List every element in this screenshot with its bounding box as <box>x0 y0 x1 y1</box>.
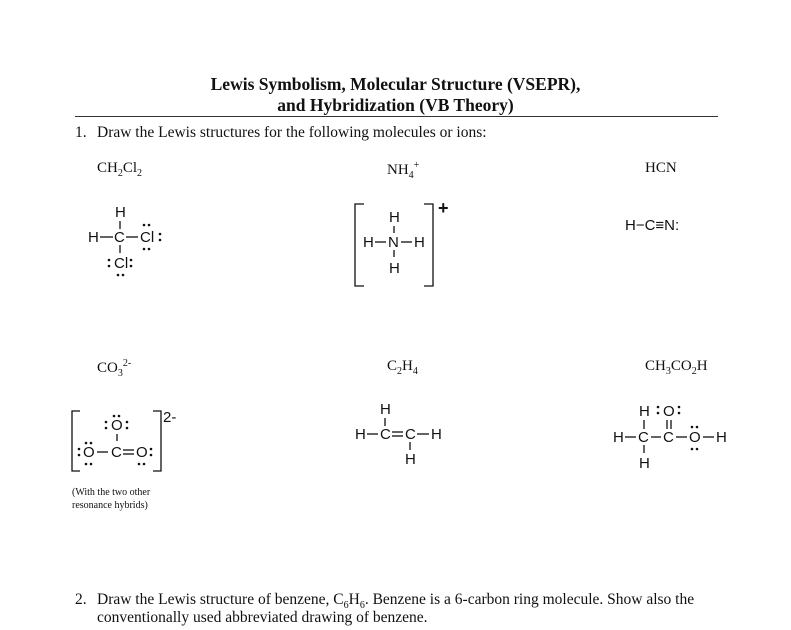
label-nh4: $NH_4^+$ <box>387 160 420 181</box>
atom-cl-bottom: Cl <box>114 255 129 272</box>
label-ch3co2h: $CH_3CO_2H$ <box>645 358 708 377</box>
atom-o-right: O <box>136 444 148 461</box>
atom-h-left: H <box>613 429 624 446</box>
structure-ch2cl2 <box>80 195 180 280</box>
atom-c: C <box>111 444 122 461</box>
atom-o-hydroxyl: O <box>689 429 701 446</box>
charge-2minus: 2- <box>163 409 177 426</box>
atom-h-left: H <box>88 229 99 246</box>
title-divider <box>75 116 718 117</box>
atom-h-bottom: H <box>405 451 416 468</box>
atom-c-methyl: C <box>638 429 649 446</box>
question-2-text: Draw the Lewis structure of benzene, $C_6H_6$. Benzene is a 6-carbon ring molecule. Show also the <box>97 591 695 612</box>
charge-plus: + <box>438 198 449 218</box>
atom-h-left: H <box>363 234 374 251</box>
atom-h-top: H <box>639 403 650 420</box>
atom-h-top: H <box>380 401 391 418</box>
label-c2h4: $C_2H_4$ <box>387 358 418 377</box>
atom-c-carbonyl: C <box>663 429 674 446</box>
atom-h-left: H <box>355 426 366 443</box>
atom-h-right: H <box>414 234 425 251</box>
atom-h-bottom: H <box>389 260 400 277</box>
label-hcn: HCN <box>645 160 677 176</box>
atom-h-right: H <box>431 426 442 443</box>
page-subtitle: and Hybridization (VB Theory) <box>277 95 514 115</box>
atom-o-left: O <box>83 444 95 461</box>
atom-h-top: H <box>115 204 126 221</box>
atom-n: N <box>388 234 399 251</box>
label-co3: $CO_3^{2-}$ <box>97 358 132 379</box>
atom-c-left: C <box>380 426 391 443</box>
atom-c: C <box>114 229 125 246</box>
atom-c-right: C <box>405 426 416 443</box>
atom-h-top: H <box>389 209 400 226</box>
structure-nh4 <box>350 198 460 290</box>
question-2-text-line2: conventionally used abbreviated drawing of benzene. <box>97 609 428 626</box>
structure-hcn: H−C≡N: <box>625 217 680 234</box>
question-2-number: 2. <box>75 591 87 608</box>
structure-c2h4 <box>352 398 452 468</box>
atom-h-bottom: H <box>639 455 650 472</box>
page-title: Lewis Symbolism, Molecular Structure (VSEPR), <box>210 74 581 94</box>
label-ch2cl2: $CH_2Cl_2$ <box>97 160 143 179</box>
question-1-text: Draw the Lewis structures for the following molecules or ions: <box>97 124 487 141</box>
structure-co3 <box>68 405 188 480</box>
atom-o-carbonyl: O <box>663 403 675 420</box>
atom-cl-right: Cl <box>140 229 155 246</box>
atom-h-hydroxyl: H <box>716 429 727 446</box>
atom-o-top: O <box>111 417 123 434</box>
question-1-number: 1. <box>75 124 87 141</box>
structure-ch3co2h <box>610 400 740 475</box>
resonance-note: (With the two other resonance hybrids) <box>72 487 151 511</box>
